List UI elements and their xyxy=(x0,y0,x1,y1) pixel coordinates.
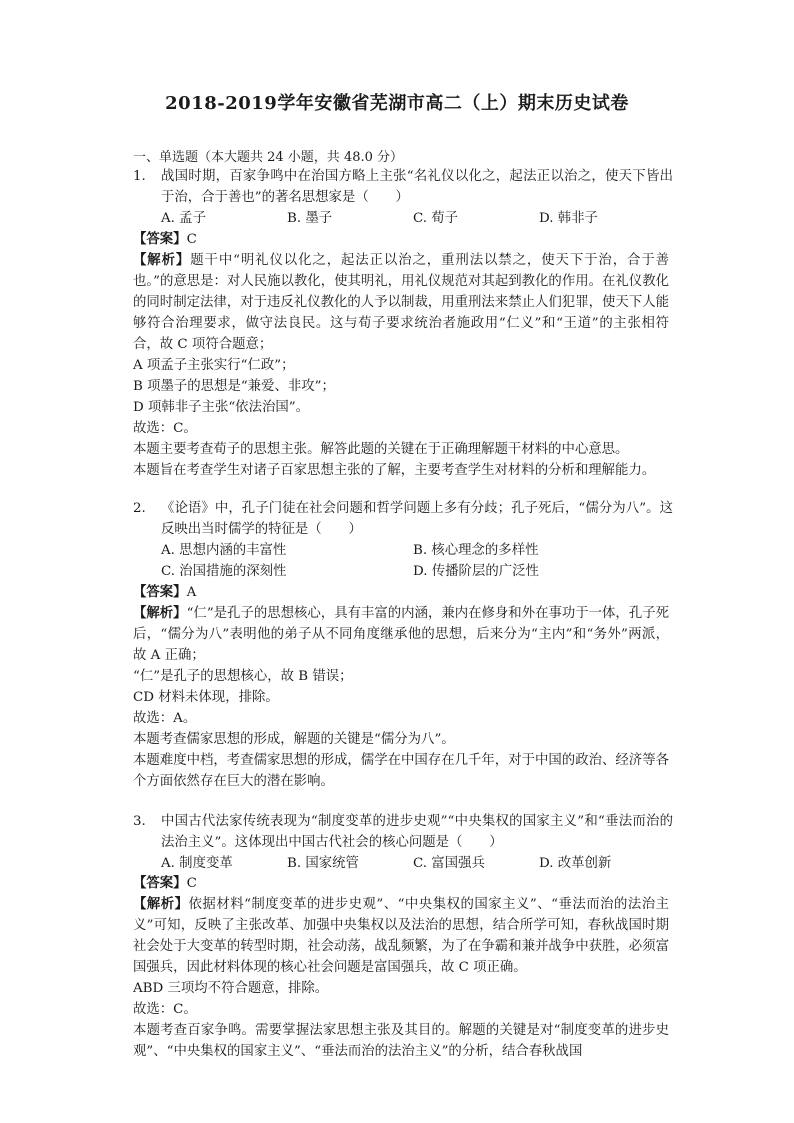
question-stem: 《论语》中，孔子门徒在社会问题和哲学问题上多有分歧；孔子死后，“儒分为八”。这反映出当时儒学的特征是（ ） xyxy=(161,501,673,537)
analysis-tag: 【解析】 xyxy=(133,252,191,268)
answer-value: A xyxy=(186,585,197,600)
analysis-line: 故选：A。 xyxy=(133,711,197,726)
analysis-line: 故选：C。 xyxy=(133,421,197,436)
answer-line xyxy=(133,229,669,250)
question-stem: 中国古代法家传统表现为“制度变革的进步史观”“中央集权的国家主义”和“垂法而治的法治主义”。这体现出中国古代社会的核心问题是（ ） xyxy=(161,814,673,850)
analysis-line: A 项孟子主张实行“仁政”； xyxy=(133,358,295,373)
section-heading: 一、单选题（本大题共 24 小题，共 48.0 分） xyxy=(133,150,404,165)
analysis-block xyxy=(133,603,669,666)
analysis-block xyxy=(133,250,669,355)
analysis-line: 本题旨在考查学生对诸子百家思想主张的了解，主要考查学生对材料的分析和理解能力。 xyxy=(133,463,656,478)
solution-1 xyxy=(133,229,669,481)
question-number: 1. xyxy=(133,169,146,184)
option-b: B. 核心理念的多样性 xyxy=(413,543,539,558)
options-row xyxy=(161,540,673,582)
option-c: C. 治国措施的深刻性 xyxy=(161,564,287,579)
option-b: B. 墨子 xyxy=(287,211,333,226)
analysis-line: B 项墨子的思想是“兼爱、非攻”； xyxy=(133,379,335,394)
analysis-line: “仁”是孔子的思想核心，故 B 错误； xyxy=(133,669,353,684)
answer-line xyxy=(133,873,669,894)
option-a: A. 思想内涵的丰富性 xyxy=(161,543,287,558)
analysis-tag: 【解析】 xyxy=(133,896,189,912)
analysis-line: 故选：C。 xyxy=(133,1002,197,1017)
question-number: 3. xyxy=(133,814,146,829)
answer-tag: 【答案】 xyxy=(133,875,187,891)
answer-line xyxy=(133,582,669,603)
question-2 xyxy=(133,498,673,582)
solution-2 xyxy=(133,582,669,792)
option-a: A. 孟子 xyxy=(161,211,206,226)
question-stem: 战国时期，百家争鸣中在治国方略上主张“名礼仪以化之，起法正以治之，使天下皆出于治，合于善也”的著名思想家是（ ） xyxy=(161,169,673,205)
option-d: D. 韩非子 xyxy=(539,211,598,226)
answer-value: C xyxy=(186,232,197,247)
answer-tag: 【答案】 xyxy=(133,231,187,247)
analysis-line: CD 材料未体现，排除。 xyxy=(133,690,279,705)
solution-3 xyxy=(133,873,669,1062)
options-row xyxy=(161,853,673,874)
analysis-text: 题干中“明礼仪以化之，起法正以治之，重刑法以禁之，使天下于治，合于善也。”的意思是：对人民施以教化，使其明礼，用礼仪规范对其起到教化的作用。在礼仪教化的同时制定法律，对于违反礼仪教化的人予以制裁，用重刑法来禁止人们犯罪，使天下人能够符合治理要求，做守法良民。这与荀子要求统治者施政用“仁义”和“王道”的主张相符合，故 C 项符合题意； xyxy=(133,253,670,352)
option-b: B. 国家统管 xyxy=(287,856,359,871)
analysis-line: 本题考查百家争鸣。需要掌握法家思想主张及其目的。解题的关键是对“制度变革的进步史观”、“中央集权的国家主义”、“垂法而治的法治主义”的分析，结合春秋战国 xyxy=(133,1023,669,1059)
option-d: D. 改革创新 xyxy=(539,856,612,871)
option-a: A. 制度变革 xyxy=(161,856,233,871)
analysis-text: 依据材料“制度变革的进步史观”、“中央集权的国家主义”、“垂法而治的法治主义”可知，反映了主张改革、加强中央集权以及法治的思想，结合所学可知，春秋战国时期社会处于大变革的转型时期，社会动荡，战乱频繁，为了在争霸和兼并战争中获胜，必须富国强兵，因此材料体现的核心社会问题是富国强兵，故 C 项正确。 xyxy=(133,897,670,975)
analysis-line: 本题考查儒家思想的形成，解题的关键是“儒分为八”。 xyxy=(133,732,455,747)
options-row xyxy=(161,208,673,229)
page-title: 2018-2019学年安徽省芜湖市高二（上）期末历史试卷 xyxy=(165,93,629,114)
question-1 xyxy=(133,166,673,229)
analysis-tag: 【解析】 xyxy=(133,605,187,621)
question-3 xyxy=(133,811,673,874)
question-number: 2. xyxy=(133,501,146,516)
analysis-block xyxy=(133,894,669,978)
answer-value: C xyxy=(186,876,197,891)
option-c: C. 富国强兵 xyxy=(413,856,485,871)
analysis-line: ABD 三项均不符合题意，排除。 xyxy=(133,981,329,996)
option-c: C. 荀子 xyxy=(413,211,459,226)
analysis-line: 本题主要考查荀子的思想主张。解答此题的关键在于正确理解题干材料的中心意思。 xyxy=(133,442,629,457)
answer-tag: 【答案】 xyxy=(133,584,187,600)
analysis-line: 本题难度中档，考查儒家思想的形成，儒学在中国存在几千年，对于中国的政治、经济等各个方面依然存在巨大的潜在影响。 xyxy=(133,753,669,789)
option-d: D. 传播阶层的广泛性 xyxy=(413,564,539,579)
analysis-line: D 项韩非子主张“依法治国”。 xyxy=(133,400,309,415)
analysis-text: “仁”是孔子的思想核心，具有丰富的内涵，兼内在修身和外在事功于一体，孔子死后，“儒分为八”表明他的弟子从不同角度继承他的思想，后来分为“主内”和“务外”两派，故 A 正确； xyxy=(133,606,669,663)
